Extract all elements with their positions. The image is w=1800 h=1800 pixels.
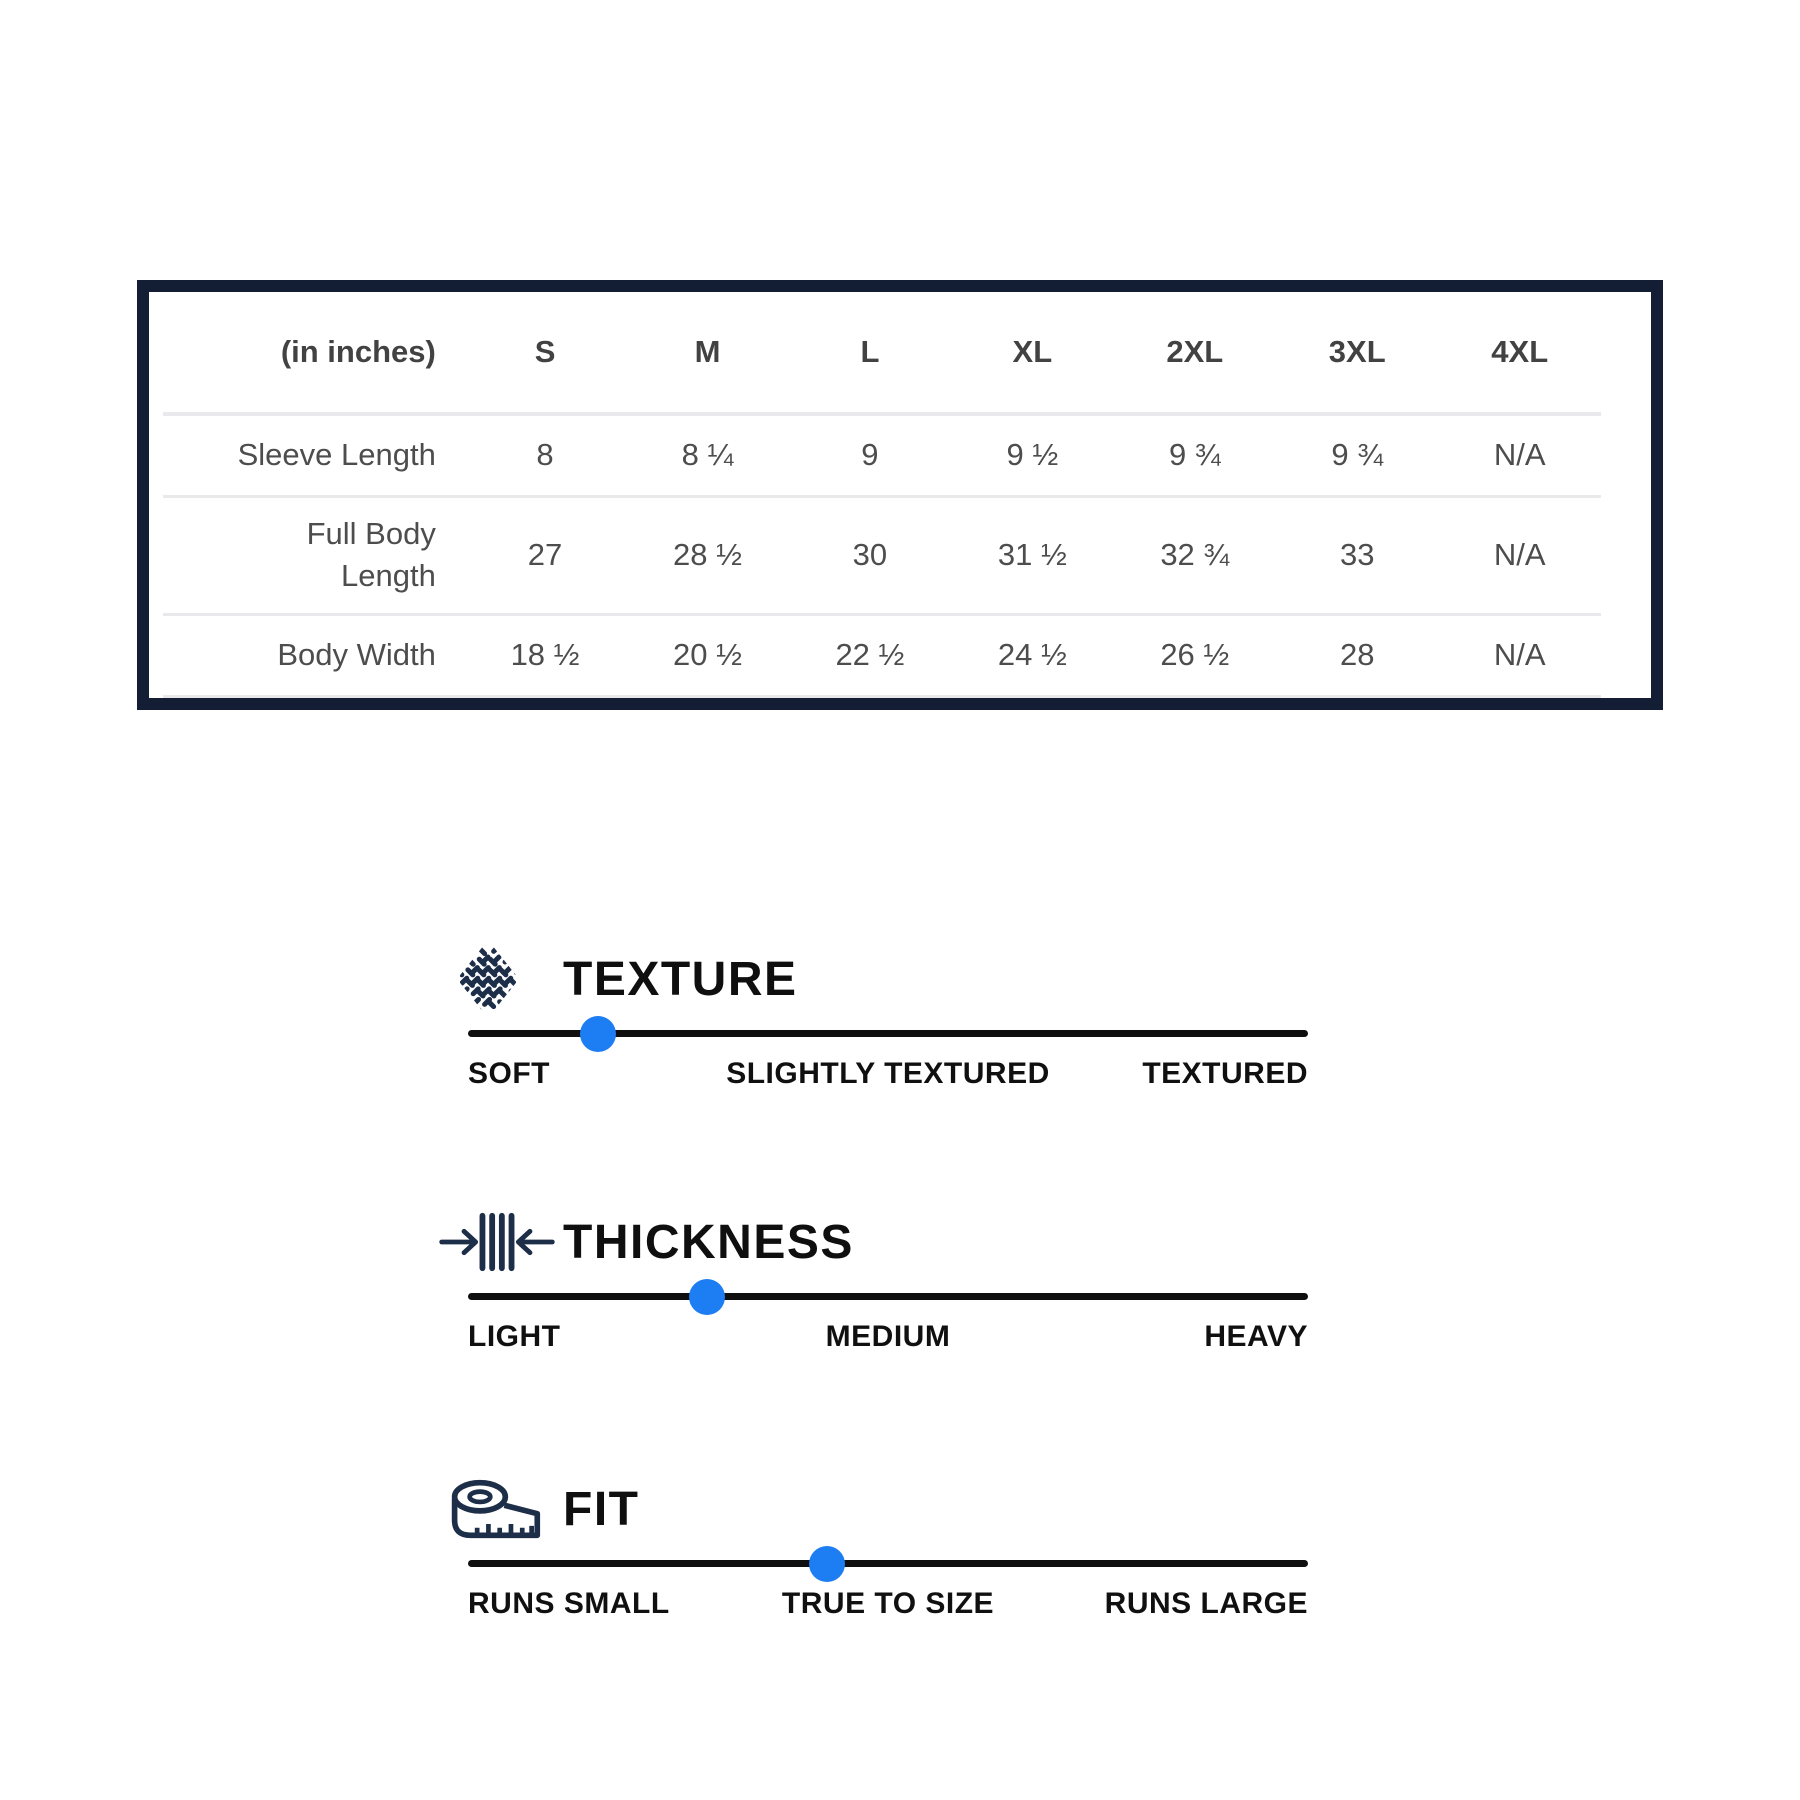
size-cell: 9: [861, 437, 879, 473]
size-cell: 27: [527, 537, 563, 572]
size-cell: 8 ¼: [681, 437, 734, 473]
fit-label-high: RUNS LARGE: [1104, 1587, 1308, 1620]
fit-header: [437, 1472, 1311, 1546]
texture-label-high: TEXTURED: [1142, 1057, 1308, 1090]
size-col-header: 2XL: [1166, 334, 1224, 369]
texture-label-mid: SLIGHTLY TEXTURED: [726, 1057, 1050, 1090]
size-cell: 32 ¾: [1160, 537, 1230, 572]
thickness-attribute-section: [437, 1205, 1311, 1354]
size-row: [163, 496, 1601, 614]
size-col-header: L: [860, 334, 880, 369]
size-cell: 8: [536, 437, 554, 473]
thickness-label-low: LIGHT: [468, 1320, 561, 1353]
fabric-weave-icon: [437, 943, 563, 1015]
thickness-label-mid: MEDIUM: [825, 1320, 951, 1353]
size-cell: 18 ½: [510, 637, 580, 672]
size-cell: 30: [852, 537, 888, 572]
size-cell: 9 ¾: [1168, 437, 1221, 473]
size-col-header: 3XL: [1328, 334, 1386, 369]
fit-label-mid: TRUE TO SIZE: [781, 1587, 995, 1620]
size-col-header: 4XL: [1491, 334, 1549, 369]
size-cell: 24 ½: [997, 637, 1067, 672]
size-cell: N/A: [1493, 437, 1546, 473]
thickness-scale-labels: [468, 1320, 1308, 1354]
size-chart-grid: [163, 292, 1601, 698]
size-row-label: Sleeve Length: [237, 437, 436, 473]
size-cell: 22 ½: [835, 637, 905, 672]
size-cell: 28 ½: [673, 537, 742, 572]
size-cell: N/A: [1493, 537, 1546, 572]
size-row: [163, 614, 1601, 696]
size-row-label: Body Width: [277, 637, 436, 673]
texture-attribute-section: [437, 942, 1311, 1091]
texture-header: [437, 942, 1311, 1016]
size-col-header: XL: [1012, 334, 1053, 369]
texture-slider-handle[interactable]: [580, 1016, 616, 1052]
size-cell: 20 ½: [673, 637, 742, 672]
texture-title: TEXTURE: [563, 952, 798, 1006]
size-cell: 9 ½: [1006, 437, 1059, 473]
size-chart-header-row: [163, 292, 1601, 414]
size-cell: 33: [1339, 537, 1375, 572]
size-row: [163, 414, 1601, 496]
fit-attribute-section: [437, 1472, 1311, 1621]
size-row-label: Full Body Length: [306, 516, 436, 593]
thickness-label-high: HEAVY: [1204, 1320, 1308, 1353]
fit-label-low: RUNS SMALL: [468, 1587, 670, 1620]
size-col-header: M: [694, 334, 721, 369]
fit-slider-handle[interactable]: [809, 1546, 845, 1582]
size-col-header: S: [534, 334, 556, 369]
texture-label-low: SOFT: [468, 1057, 550, 1090]
size-cell: N/A: [1493, 637, 1546, 672]
fit-title: FIT: [563, 1482, 640, 1536]
texture-scale-labels: [468, 1057, 1308, 1091]
size-cell: 28: [1339, 637, 1375, 672]
size-cell: 31 ½: [997, 537, 1067, 572]
size-cell: 26 ½: [1160, 637, 1230, 672]
thickness-header: [437, 1205, 1311, 1279]
fit-scale-labels: [468, 1587, 1308, 1621]
thickness-title: THICKNESS: [563, 1215, 854, 1269]
fit-slider-track[interactable]: [468, 1560, 1308, 1567]
thickness-slider-handle[interactable]: [689, 1279, 725, 1315]
texture-slider-track[interactable]: [468, 1030, 1308, 1037]
size-cell: 9 ¾: [1331, 437, 1384, 473]
measuring-tape-icon: [437, 1478, 563, 1540]
thickness-slider-track[interactable]: [468, 1293, 1308, 1300]
size-chart-table: [137, 280, 1663, 710]
units-label: (in inches): [280, 334, 436, 370]
compress-arrows-icon: [437, 1210, 563, 1274]
